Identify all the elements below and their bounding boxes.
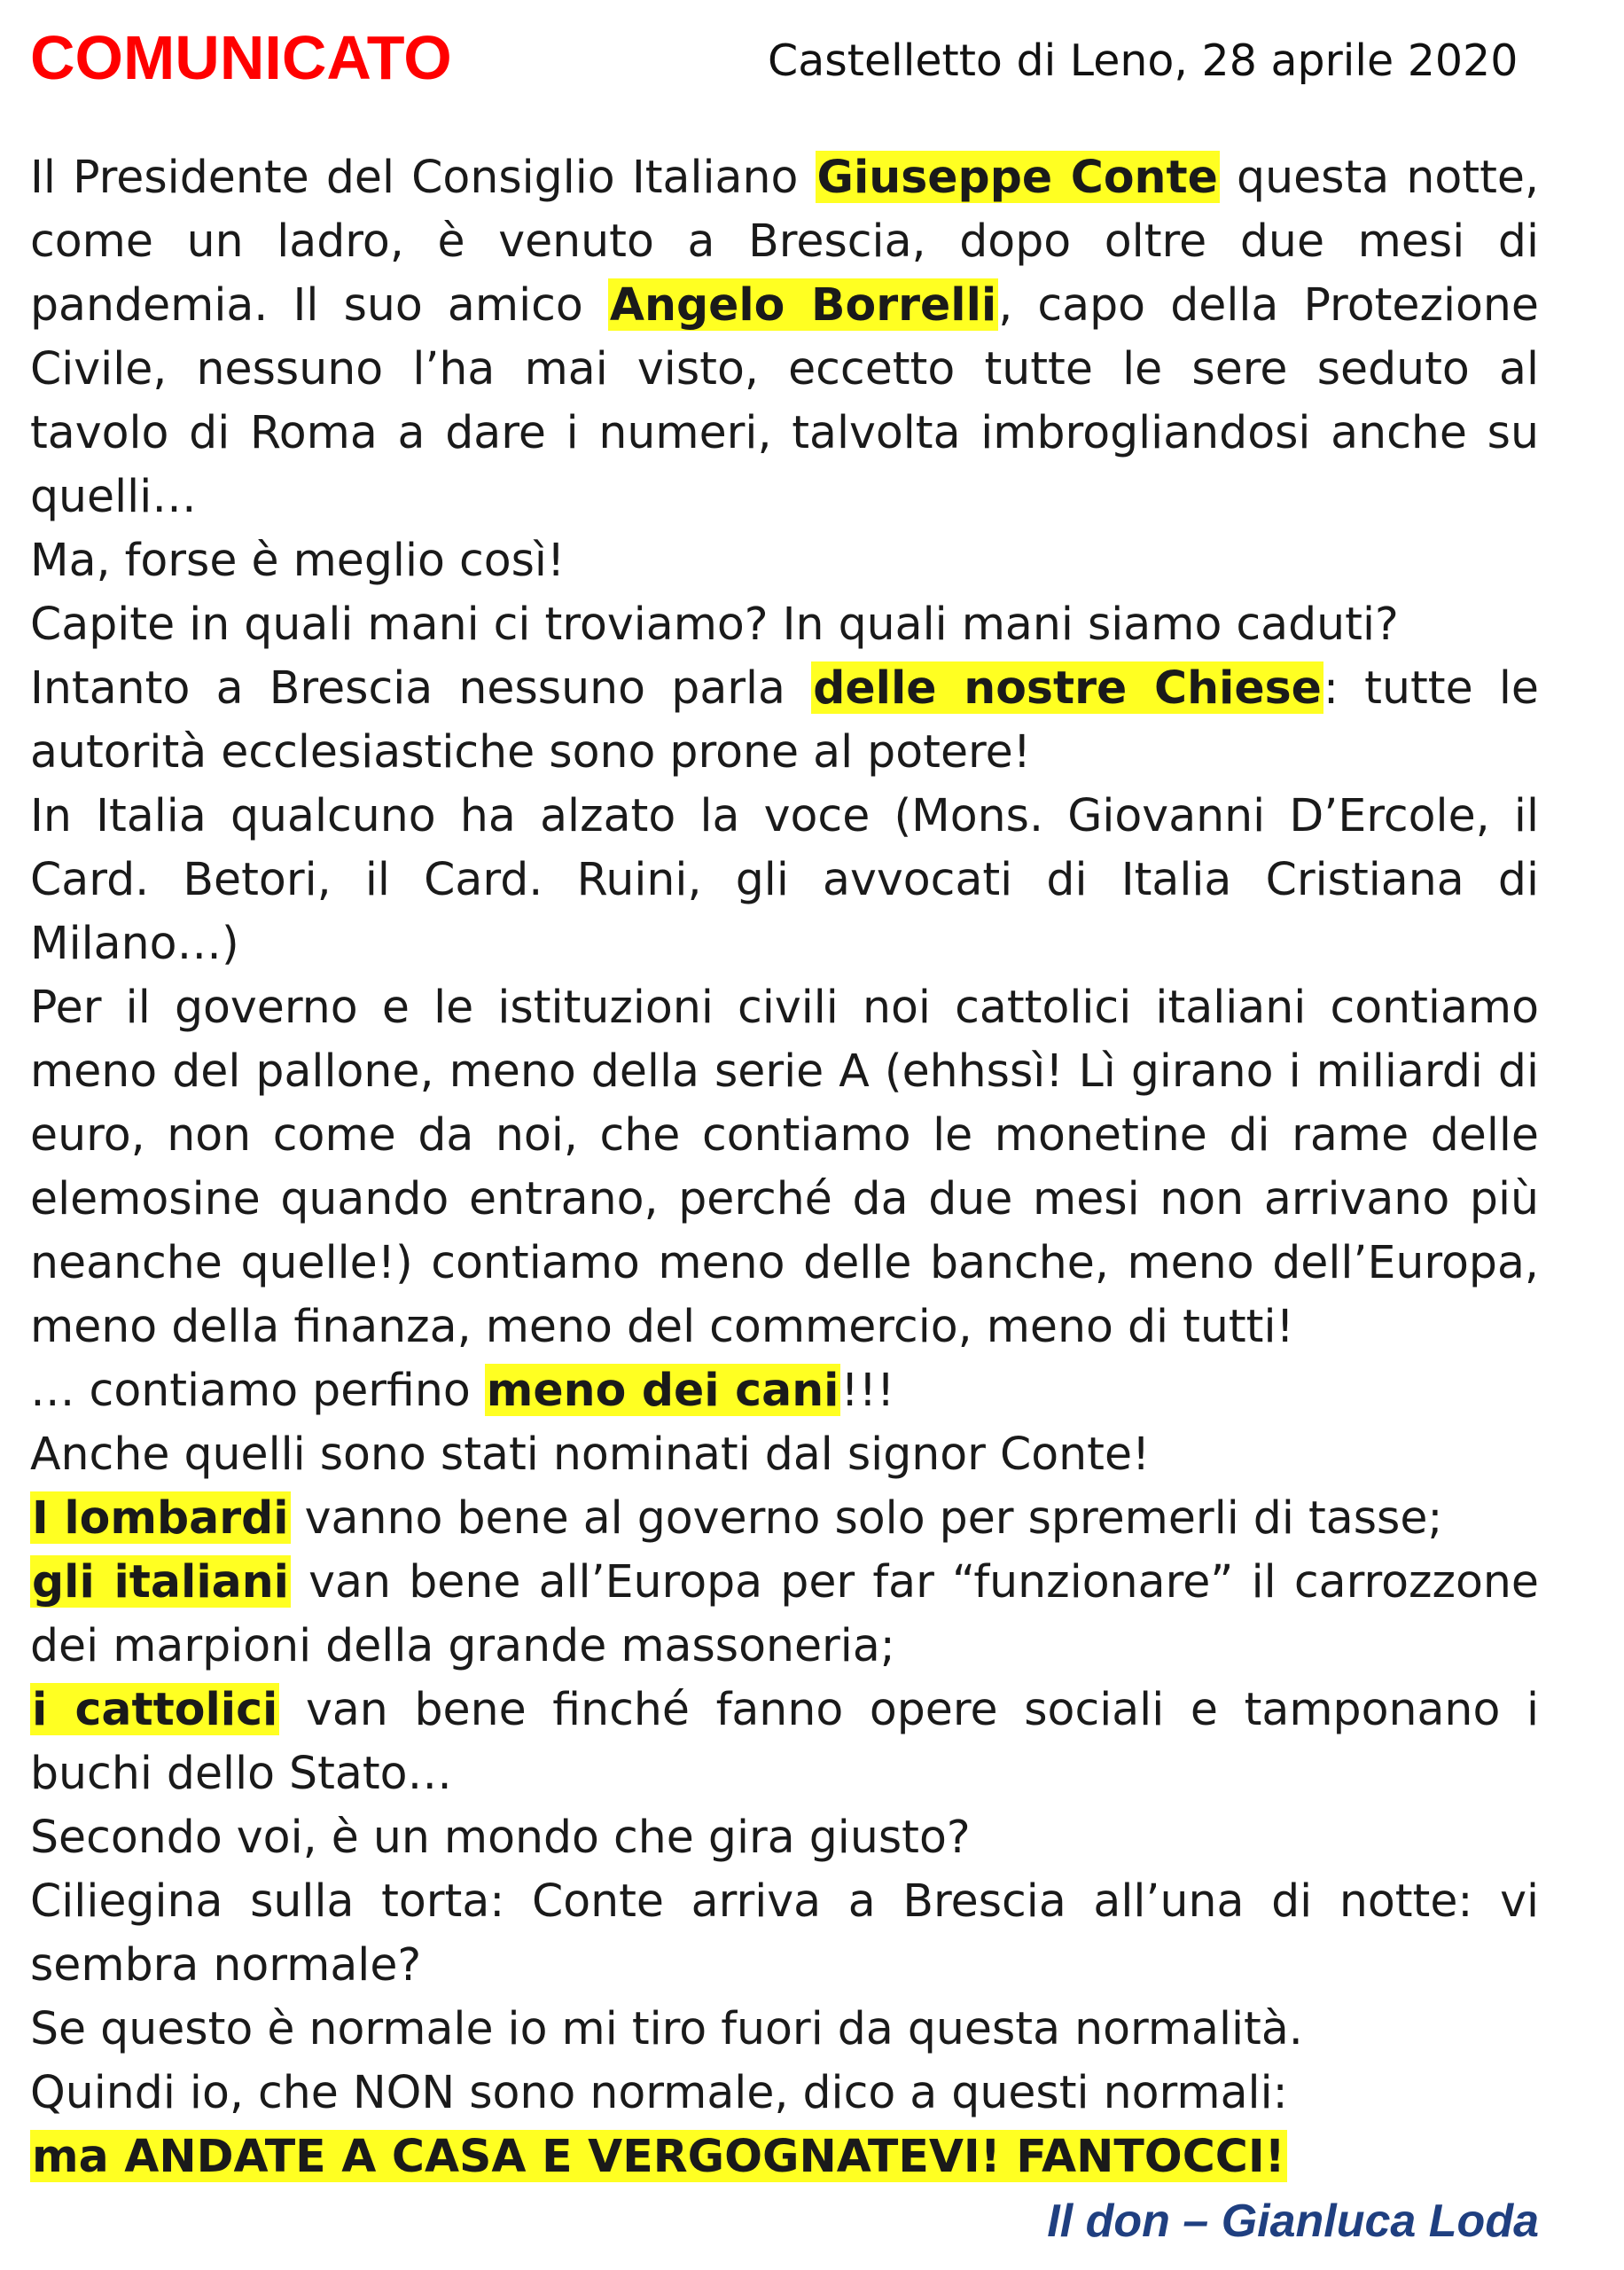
highlight-italiani: gli italiani bbox=[32, 1555, 289, 1608]
paragraph-text: !!! bbox=[840, 1364, 895, 1416]
document-title: COMUNICATO bbox=[30, 23, 452, 92]
paragraph-text: questa notte, come un ladro, è venuto a Brescia, dopo oltre due mesi di pandemia. Il suo amico bbox=[30, 151, 1540, 331]
paragraph-2: Ma, forse è meglio così! bbox=[30, 534, 566, 586]
place-and-date: Castelletto di Leno, 28 aprile 2020 bbox=[768, 35, 1519, 86]
paragraph-14: Se questo è normale io mi tiro fuori da questa normalità. bbox=[30, 2002, 1303, 2055]
paragraph-9 bbox=[30, 1486, 1539, 1550]
paragraph-text: : tutte le autorità ecclesiastiche sono prone al potere! bbox=[30, 661, 1539, 778]
paragraph-16 bbox=[30, 2125, 1539, 2188]
paragraph-text: Intanto a Brescia nessuno parla bbox=[30, 661, 812, 714]
document-body bbox=[30, 145, 1539, 2188]
paragraph-text: Il Presidente del Consiglio Italiano bbox=[30, 151, 816, 203]
paragraph-3: Capite in quali mani ci troviamo? In quali mani siamo caduti? bbox=[30, 598, 1399, 650]
paragraph-6: Per il governo e le istituzioni civili noi cattolici italiani contiamo meno del pallone, meno della serie A (ehhssì! Lì girano i miliardi di euro, non come da noi, che contiamo le monetine di rame delle elemosine quando entrano, perché da due mesi non arrivano più neanche quelle!) contiamo meno delle banche, meno dell’Europa, meno della finanza, meno del commercio, meno di tutti! bbox=[30, 981, 1539, 1352]
paragraph-12: Secondo voi, è un mondo che gira giusto? bbox=[30, 1811, 971, 1863]
paragraph-4 bbox=[30, 656, 1539, 784]
highlight-meno-dei-cani: meno dei cani bbox=[486, 1364, 839, 1416]
paragraph-11 bbox=[30, 1678, 1539, 1805]
paragraph-1 bbox=[30, 145, 1539, 528]
paragraph-5: In Italia qualcuno ha alzato la voce (Mons. Giovanni D’Ercole, il Card. Betori, il Card. Ruini, gli avvocati di Italia Cristiana di Milano…) bbox=[30, 789, 1539, 969]
paragraph-10 bbox=[30, 1550, 1539, 1678]
paragraph-text: , capo della Protezione Civile, nessuno l’ha mai visto, eccetto tutte le sere seduto al tavolo di Roma a dare i numeri, talvolta imbrogliandosi anche su quelli… bbox=[30, 278, 1539, 522]
highlight-lombardi: I lombardi bbox=[32, 1491, 289, 1544]
paragraph-13: Ciliegina sulla torta: Conte arriva a Brescia all’una di notte: vi sembra normale? bbox=[30, 1875, 1539, 1991]
highlight-chiese: delle nostre Chiese bbox=[813, 661, 1322, 714]
highlight-giuseppe-conte: Giuseppe Conte bbox=[816, 151, 1218, 203]
paragraph-text: vanno bene al governo solo per spremerli di tasse; bbox=[290, 1491, 1443, 1544]
paragraph-text: van bene all’Europa per far “funzionare” il carrozzone dei marpioni della grande massoneria; bbox=[30, 1555, 1540, 1671]
highlight-cattolici: i cattolici bbox=[32, 1683, 278, 1735]
paragraph-8: Anche quelli sono stati nominati dal signor Conte! bbox=[30, 1428, 1151, 1480]
paragraph-7 bbox=[30, 1358, 1539, 1422]
signature: Il don – Gianluca Loda bbox=[1047, 2196, 1539, 2247]
highlight-closing-statement: ma ANDATE A CASA E VERGOGNATEVI! FANTOCCI! bbox=[32, 2130, 1285, 2182]
paragraph-15: Quindi io, che NON sono normale, dico a questi normali: bbox=[30, 2066, 1288, 2118]
paragraph-text: … contiamo perfino bbox=[30, 1364, 485, 1416]
highlight-angelo-borrelli: Angelo Borrelli bbox=[609, 278, 997, 331]
paragraph-text: van bene finché fanno opere sociali e tamponano i buchi dello Stato… bbox=[30, 1683, 1540, 1799]
